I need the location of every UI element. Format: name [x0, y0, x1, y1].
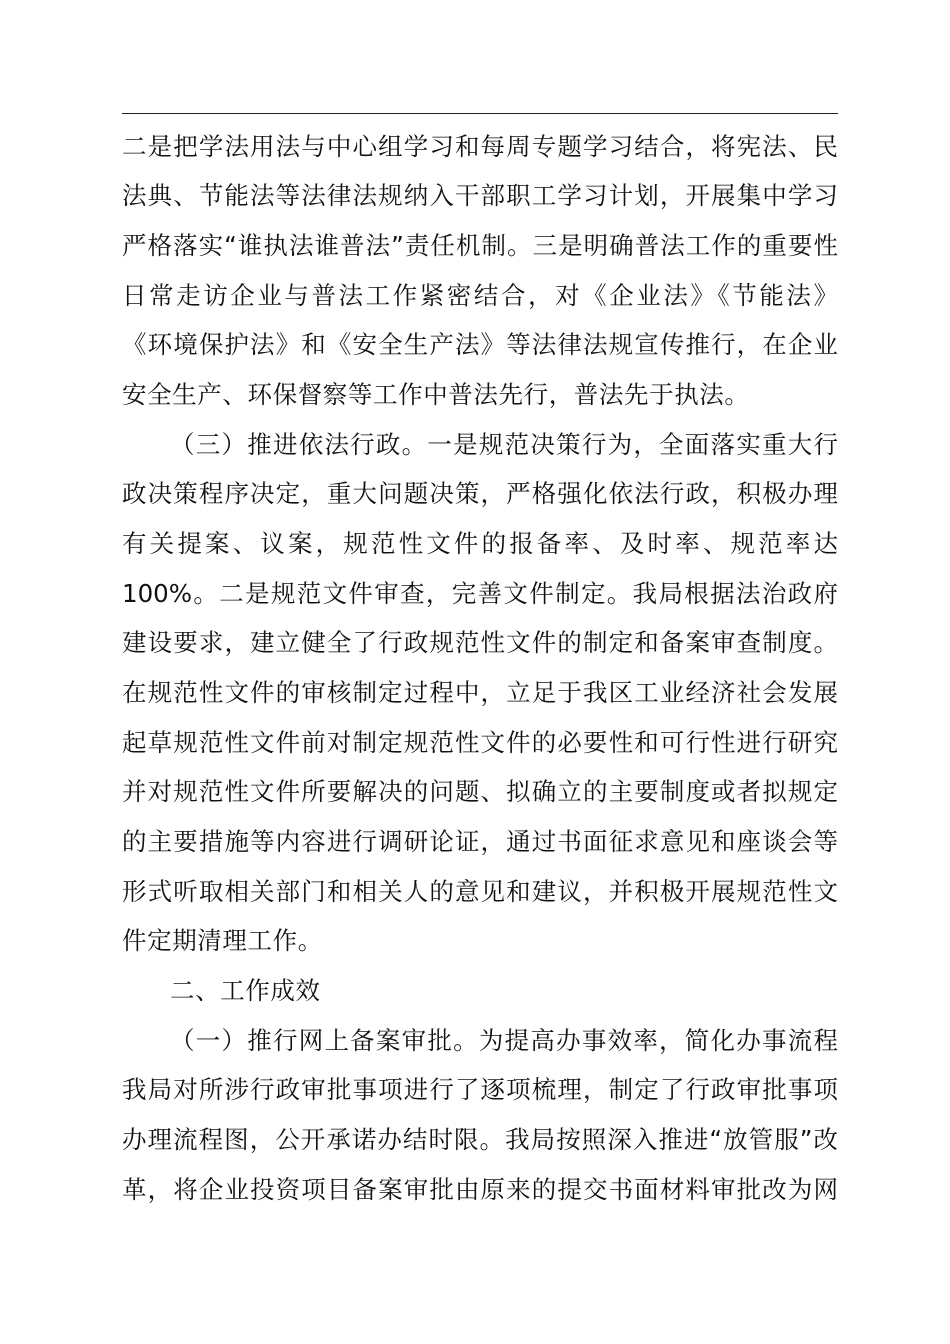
text-line-6: 安全生产、环保督察等工作中普法先行，普法先于执法。: [122, 380, 750, 409]
header-rule: [122, 113, 838, 114]
text-line-9: 有关提案、议案，规范性文件的报备率、及时率、规范率达: [122, 529, 838, 558]
text-line-22: 革，将企业投资项目备案审批由原来的提交书面材料审批改为网: [122, 1175, 838, 1204]
text-line-3: 严格落实“谁执法谁普法”责任机制。三是明确普法工作的重要性: [122, 231, 838, 260]
text-line-1: 二是把学法用法与中心组学习和每周专题学习结合，将宪法、民: [122, 132, 838, 161]
text-line-2: 法典、节能法等法律法规纳入干部职工学习计划，开展集中学习: [122, 181, 838, 210]
text-line-13: 起草规范性文件前对制定规范性文件的必要性和可行性进行研究: [122, 728, 838, 757]
text-line-4: 日常走访企业与普法工作紧密结合，对《企业法》《节能法》: [122, 281, 838, 310]
text-line-16: 形式听取相关部门和相关人的意见和建议，并积极开展规范性文: [122, 877, 838, 906]
text-line-17: 件定期清理工作。: [122, 926, 323, 955]
text-line-5: 《环境保护法》和《安全生产法》等法律法规宣传推行，在企业: [122, 330, 838, 359]
text-line-8: 政决策程序决定，重大问题决策，严格强化依法行政，积极办理: [122, 479, 838, 508]
text-line-15: 的主要措施等内容进行调研论证，通过书面征求意见和座谈会等: [122, 827, 838, 856]
text-line-21: 办理流程图，公开承诺办结时限。我局按照深入推进“放管服”改: [122, 1125, 838, 1154]
text-line-10: 100%。二是规范文件审查，完善文件制定。我局根据法治政府: [122, 579, 838, 608]
text-line-20: 我局对所涉行政审批事项进行了逐项梳理，制定了行政审批事项: [122, 1075, 838, 1104]
section-heading-3: （三）推进依法行政。一是规范决策行为，全面落实重大行: [170, 430, 838, 459]
text-line-11: 建设要求，建立健全了行政规范性文件的制定和备案审查制度。: [122, 628, 838, 657]
section-heading-results: 二、工作成效: [170, 976, 321, 1005]
subsection-heading-1: （一）推行网上备案审批。为提高办事效率，简化办事流程: [170, 1026, 838, 1055]
text-line-14: 并对规范性文件所要解决的问题、拟确立的主要制度或者拟规定: [122, 777, 838, 806]
text-line-12: 在规范性文件的审核制定过程中，立足于我区工业经济社会发展: [122, 678, 838, 707]
